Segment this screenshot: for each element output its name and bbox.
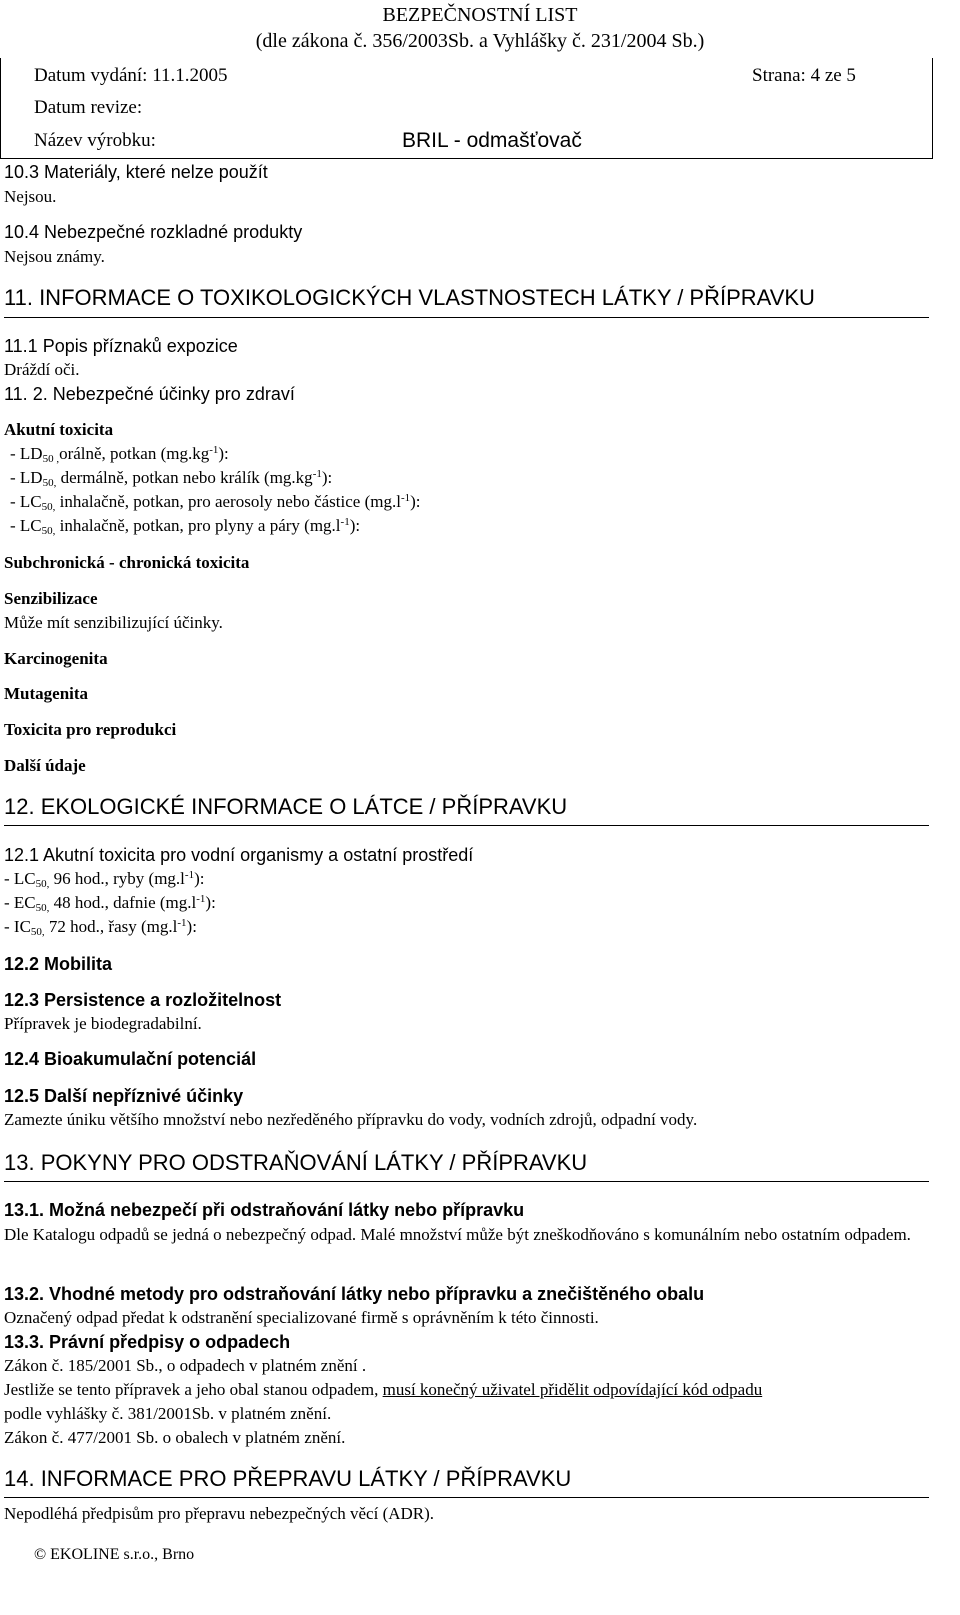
eco-item-text: 48 hod., dafnie (mg.l (49, 893, 197, 912)
other-data-label: Další údaje (4, 756, 86, 775)
eco-item-text: 72 hod., řasy (mg.l (44, 917, 178, 936)
eco-item-ic50 (4, 917, 197, 937)
header-bottom-rule (0, 158, 932, 159)
tox-item-sup: -1 (312, 468, 322, 480)
tox-item-sub: 50, (42, 477, 57, 489)
tox-item-end: ): (218, 444, 229, 463)
eco-item-prefix: - IC (4, 917, 31, 936)
sheet-title: BEZPEČNOSTNÍ LIST (382, 4, 578, 26)
sensitization-label: Senzibilizace (4, 589, 98, 608)
eco-item-sup: -1 (177, 917, 187, 929)
eco-item-ec50 (4, 893, 216, 913)
eco-item-sup: -1 (184, 869, 195, 881)
text-10-3: Nejsou. (4, 187, 57, 206)
eco-item-sub: 50, (30, 926, 45, 938)
text-13-1: Dle Katalogu odpadů se jedná o nebezpečný odpad. Malé množství může být zneškodňováno s komunálním nebo ostatním odpadem. (4, 1225, 911, 1244)
tox-item-ld50-dermal (10, 468, 332, 488)
product-name: BRIL - odmašťovač (402, 129, 582, 152)
heading-13-1: 13.1. Možná nebezpečí při odstraňování látky nebo přípravku (4, 1200, 525, 1220)
eco-item-sub: 50, (35, 878, 50, 890)
heading-13-2: 13.2. Vhodné metody pro odstraňování látky nebo přípravku a znečištěného obalu (4, 1284, 705, 1304)
tox-item-sub: 50, (41, 525, 56, 537)
issue-date: Datum vydání: 11.1.2005 (34, 65, 228, 86)
heading-10-4: 10.4 Nebezpečné rozkladné produkty (4, 222, 303, 242)
section-12-title: 12. EKOLOGICKÉ INFORMACE O LÁTCE / PŘÍPRAVKU (4, 794, 568, 819)
tox-item-sub: 50 , (42, 453, 60, 465)
text-13-3-packaging-law: Zákon č. 477/2001 Sb. o obalech v platném znění. (4, 1428, 346, 1447)
eco-item-sub: 50, (35, 902, 50, 914)
tox-item-sup: -1 (400, 492, 411, 504)
section-14-title: 14. INFORMACE PRO PŘEPRAVU LÁTKY / PŘÍPRAVKU (4, 1466, 572, 1491)
carcinogenicity-label: Karcinogenita (4, 649, 108, 668)
tox-item-end: ): (410, 492, 421, 511)
text-12-3: Přípravek je biodegradabilní. (4, 1014, 202, 1033)
eco-item-prefix: - LC (4, 869, 36, 888)
header-right-border (932, 58, 933, 159)
heading-12-2: 12.2 Mobilita (4, 954, 113, 974)
section-11-rule (4, 317, 929, 318)
sheet-legal-basis: (dle zákona č. 356/2003Sb. a Vyhlášky č. 231/2004 Sb.) (255, 30, 705, 52)
tox-item-prefix: - LD (10, 444, 43, 463)
acute-toxicity-label: Akutní toxicita (4, 420, 114, 439)
section-14-rule (4, 1497, 929, 1498)
header-left-border (0, 58, 1, 159)
text-10-4: Nejsou známy. (4, 247, 105, 266)
tox-item-end: ): (321, 468, 333, 487)
tox-item-text: orálně, potkan (mg.kg (59, 444, 210, 463)
section-13-rule (4, 1181, 929, 1182)
heading-13-3: 13.3. Právní předpisy o odpadech (4, 1332, 291, 1352)
tox-item-sub: 50, (41, 501, 56, 513)
tox-item-sup: -1 (209, 444, 219, 456)
tox-item-prefix: - LC (10, 492, 42, 511)
tox-item-text: dermálně, potkan nebo králík (mg.kg (56, 468, 313, 487)
text-13-2: Označený odpad předat k odstranění specializované firmě s oprávněním k této činnosti. (4, 1308, 599, 1327)
tox-item-lc50-gas (10, 516, 360, 536)
tox-item-end: ): (349, 516, 361, 535)
text-14: Nepodléhá předpisům pro přepravu nebezpečných věcí (ADR). (4, 1504, 435, 1523)
section-12-rule (4, 825, 929, 826)
sensitization-text: Může mít senzibilizující účinky. (4, 613, 223, 632)
tox-item-text: inhalačně, potkan, pro aerosoly nebo částice (mg.l (55, 492, 401, 511)
section-13-title: 13. POKYNY PRO ODSTRAŇOVÁNÍ LÁTKY / PŘÍPRAVKU (4, 1150, 588, 1175)
tox-item-sup: -1 (340, 516, 350, 528)
heading-12-4: 12.4 Bioakumulační potenciál (4, 1049, 257, 1069)
section-11-title: 11. INFORMACE O TOXIKOLOGICKÝCH VLASTNOSTECH LÁTKY / PŘÍPRAVKU (4, 285, 815, 310)
text-13-3-decree: podle vyhlášky č. 381/2001Sb. v platném znění. (4, 1404, 332, 1423)
tox-item-prefix: - LD (10, 468, 43, 487)
text-13-3-disposal (4, 1380, 762, 1400)
heading-10-3: 10.3 Materiály, které nelze použít (4, 162, 268, 182)
text-12-5: Zamezte úniku většího množství nebo nezředěného přípravku do vody, vodních zdrojů, odpadní vody. (4, 1110, 698, 1129)
reproduction-toxicity-label: Toxicita pro reprodukci (4, 720, 177, 739)
revision-date: Datum revize: (34, 97, 143, 118)
tox-item-lc50-aerosol (10, 492, 421, 512)
mutagenicity-label: Mutagenita (4, 684, 89, 703)
subchronic-label: Subchronická - chronická toxicita (4, 553, 250, 572)
page-number: Strana: 4 ze 5 (752, 65, 856, 86)
eco-item-prefix: - EC (4, 893, 36, 912)
eco-item-end: ): (194, 869, 205, 888)
eco-item-text: 96 hod., ryby (mg.l (49, 869, 185, 888)
tox-item-text: inhalačně, potkan, pro plyny a páry (mg.l (55, 516, 341, 535)
eco-item-end: ): (205, 893, 216, 912)
heading-11-2: 11. 2. Nebezpečné účinky pro zdraví (4, 384, 295, 404)
eco-item-lc50 (4, 869, 204, 889)
tox-item-prefix: - LC (10, 516, 42, 535)
heading-12-1: 12.1 Akutní toxicita pro vodní organismy a ostatní prostředí (4, 845, 474, 865)
disposal-text-underlined: musí konečný uživatel přidělit odpovídající kód odpadu (382, 1380, 763, 1399)
heading-12-5: 12.5 Další nepříznivé účinky (4, 1086, 244, 1106)
text-11-1: Dráždí oči. (4, 360, 80, 379)
tox-item-ld50-oral (10, 444, 229, 464)
heading-12-3: 12.3 Persistence a rozložitelnost (4, 990, 282, 1010)
heading-11-1: 11.1 Popis příznaků expozice (4, 336, 238, 356)
eco-item-sup: -1 (196, 893, 206, 905)
eco-item-end: ): (186, 917, 197, 936)
footer-copyright: © EKOLINE s.r.o., Brno (34, 1546, 195, 1563)
text-13-3-law: Zákon č. 185/2001 Sb., o odpadech v platném znění . (4, 1356, 367, 1375)
product-label: Název výrobku: (34, 130, 156, 151)
disposal-text-start: Jestliže se tento přípravek a jeho obal stanou odpadem, (4, 1380, 383, 1399)
